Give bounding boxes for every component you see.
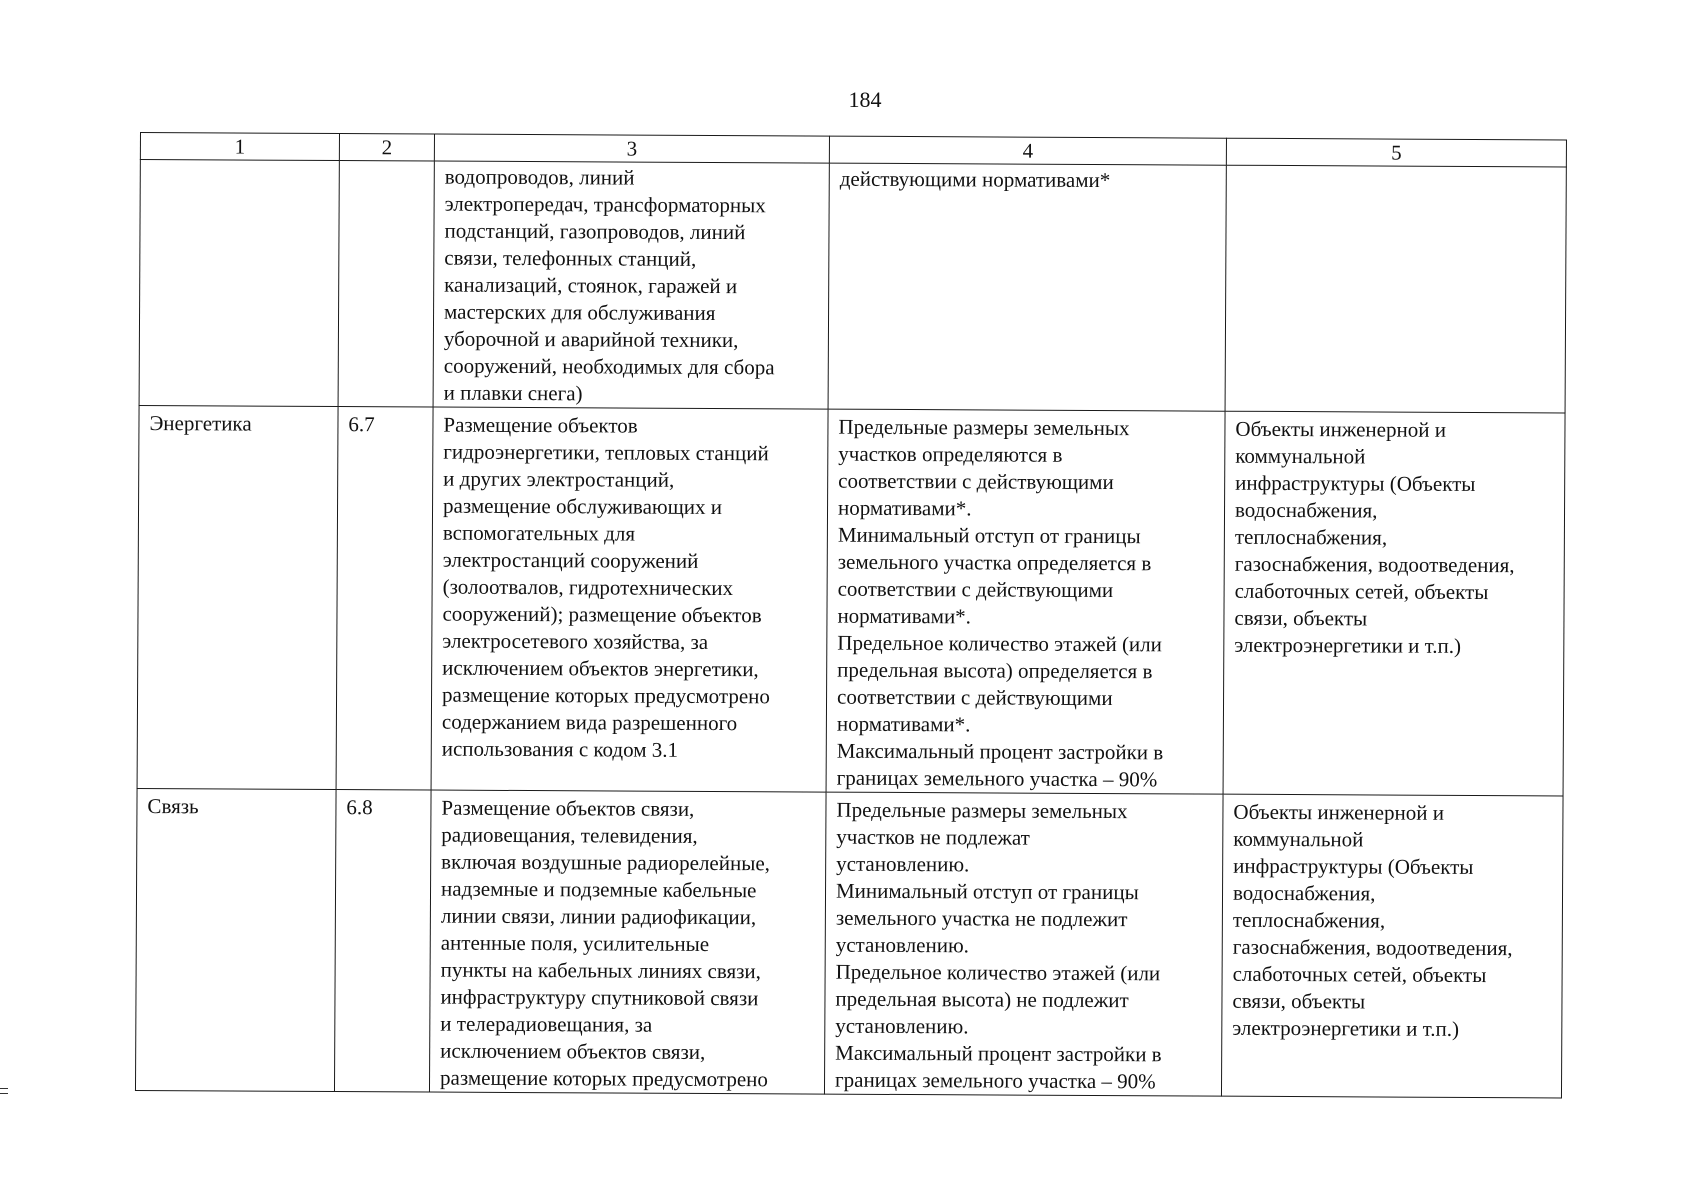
parameters-cell: Предельные размеры земельных участков не подлежат установлению. Минимальный отступ от границы земельного участка не подлежит установлению. Предельное количество этажей (или предельная высота) не подлежит установлению. Максимальный процент застройки в границах земельного участка – 90% [824,792,1223,1096]
use-description-cell: водопроводов, линий электропередач, трансформаторных подстанций, газопроводов, линий связи, телефонных станций, канализаций, стоянок, гаражей и мастерских для обслуживания уборочной и аварийной техники, сооружений, необходимых для сбора и плавки снега) [433,161,829,409]
column-header-3: 3 [434,134,829,163]
column-header-2: 2 [339,134,434,161]
land-use-table [135,132,1567,1098]
parameters-cell: Предельные размеры земельных участков определяются в соответствии с действующими нормативами*. Минимальный отступ от границы земельного участка определяется в соответствии с действующими нормативами*. Предельное количество этажей (или предельная высота) определяется в соответствии с действующими нормативами*. Максимальный процент застройки в границах земельного участка – 90% [826,409,1225,794]
column-header-5: 5 [1226,138,1566,167]
use-code-cell: 6.7 [336,407,433,790]
parameters-cell: действующими нормативами* [828,163,1226,411]
use-name-cell [139,160,339,407]
table-row-continuation [139,160,1566,413]
infrastructure-cell: Объекты инженерной и коммунальной инфраструктуры (Объекты водоснабжения, теплоснабжения, газоснабжения, водоотведения, слаботочных сетей, объекты связи, объекты электроэнергетики и т.п.) [1223,411,1565,796]
use-name-cell: Энергетика [137,405,338,789]
table-row-communications [135,788,1563,1097]
infrastructure-cell [1225,165,1566,413]
scan-margin-mark [0,1088,8,1094]
column-header-1: 1 [140,133,339,161]
table-row-energetics [137,405,1565,795]
infrastructure-cell: Объекты инженерной и коммунальной инфраструктуры (Объекты водоснабжения, теплоснабжения, газоснабжения, водоотведения, слаботочных сетей, объекты связи, объекты электроэнергетики и т.п.) [1221,794,1563,1098]
use-description-cell: Размещение объектов связи, радиовещания, телевидения, включая воздушные радиорелейные, надземные и подземные кабельные линии связи, линии радиофикации, антенные поля, усилительные пункты на кабельных линиях связи, инфраструктуру спутниковой связи и телерадиовещания, за исключением объектов связи, размещение которых предусмотрено [429,790,826,1094]
column-header-4: 4 [829,136,1226,165]
use-code-cell [338,161,434,407]
use-description-cell: Размещение объектов гидроэнергетики, тепловых станций и других электростанций, размещение обслуживающих и вспомогательных для электростанций сооружений (золоотвалов, гидротехнических сооружений); размещение объектов электросетевого хозяйства, за исключением объектов энергетики, размещение которых предусмотрено содержанием вида разрешенного использования с кодом 3.1 [431,407,828,792]
page-number: 184 [848,87,882,112]
use-name-cell: Связь [135,788,336,1091]
use-code-cell: 6.8 [334,790,431,1092]
